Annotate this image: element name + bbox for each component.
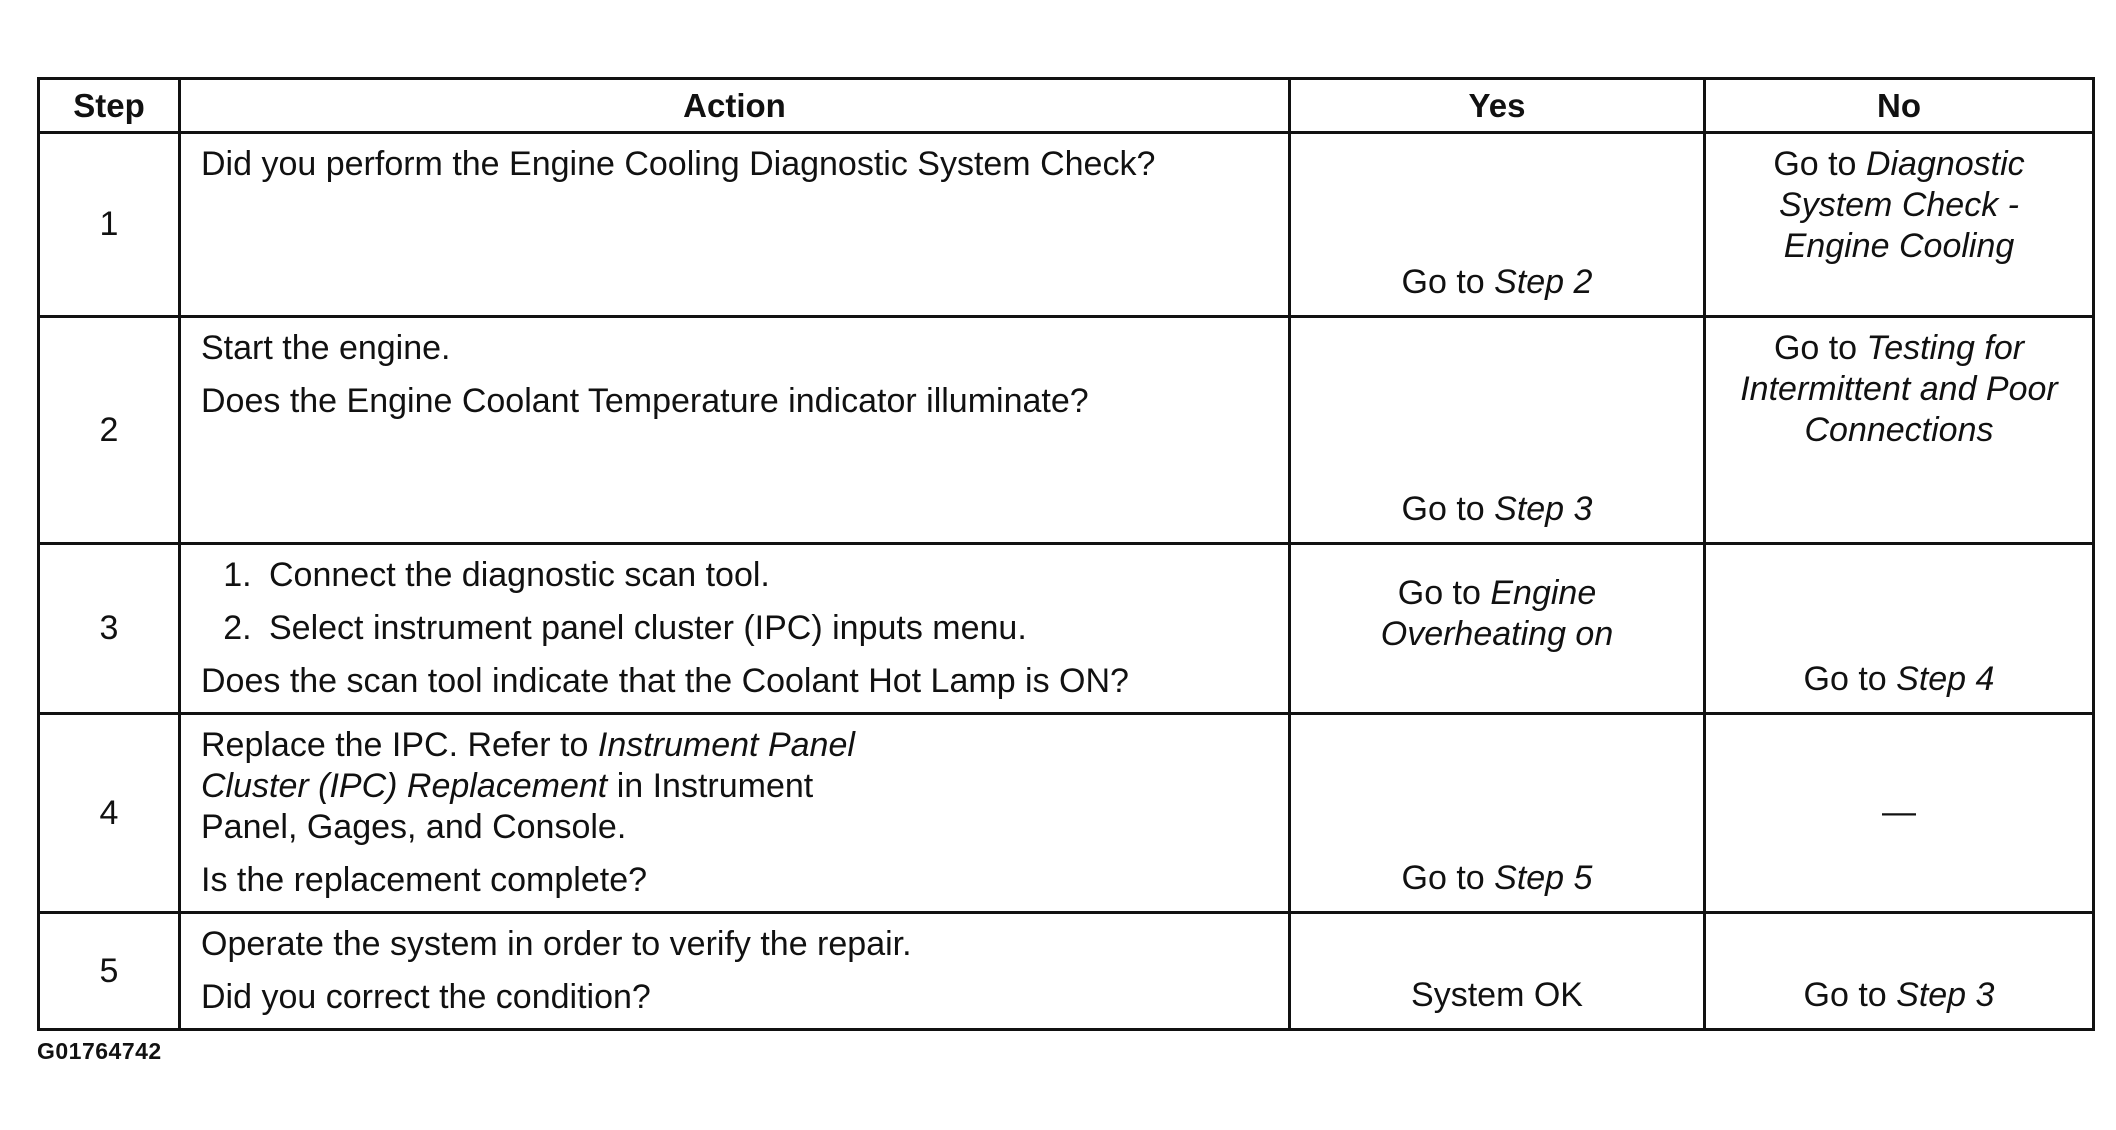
no-cell <box>1705 317 2094 544</box>
table-header-row <box>39 79 2094 133</box>
yes-cell <box>1290 714 1705 913</box>
no-prefix: Go to <box>1773 145 1866 183</box>
step-number: 1 <box>39 133 180 317</box>
action-text: Operate the system in order to verify the repair. <box>201 925 912 963</box>
action-question: Is the replacement complete? <box>201 861 648 899</box>
list-item: 1. Connect the diagnostic scan tool. <box>261 555 1268 596</box>
yes-prefix: Go to <box>1401 263 1495 301</box>
step-number: 2 <box>39 317 180 544</box>
action-list <box>201 555 1268 649</box>
action-link[interactable]: Instrument Panel Cluster (IPC) Replacement <box>201 726 855 805</box>
no-link[interactable]: Step 4 <box>1896 660 1995 698</box>
no-cell <box>1705 133 2094 317</box>
yes-cell <box>1290 317 1705 544</box>
no-cell: — <box>1705 714 2094 913</box>
yes-prefix: Go to <box>1397 574 1491 612</box>
action-cell <box>180 133 1290 317</box>
table-row <box>39 714 2094 913</box>
no-link[interactable]: Step 3 <box>1896 976 1995 1014</box>
action-text: Did you perform the Engine Cooling Diagnostic System Check? <box>201 145 1156 183</box>
yes-cell <box>1290 913 1705 1030</box>
diagnostic-table <box>37 77 2095 1031</box>
yes-text: System OK <box>1411 976 1583 1014</box>
yes-link[interactable]: Step 5 <box>1494 859 1593 897</box>
no-cell <box>1705 913 2094 1030</box>
yes-prefix: Go to <box>1401 490 1495 528</box>
header-yes: Yes <box>1290 79 1705 133</box>
action-text: Start the engine. <box>201 329 451 367</box>
step-number: 5 <box>39 913 180 1030</box>
no-prefix: Go to <box>1773 329 1867 367</box>
action-cell <box>180 317 1290 544</box>
step-number: 4 <box>39 714 180 913</box>
no-link[interactable]: Diagnostic System Check - Engine Cooling <box>1779 145 2025 265</box>
yes-cell <box>1290 544 1705 714</box>
header-no: No <box>1705 79 2094 133</box>
action-suffix: in Instrument Panel, Gages, and Console. <box>201 767 814 846</box>
action-cell <box>180 714 1290 913</box>
action-cell <box>180 913 1290 1030</box>
table-row <box>39 133 2094 317</box>
list-item: 2. Select instrument panel cluster (IPC) inputs menu. <box>261 608 1268 649</box>
step-number: 3 <box>39 544 180 714</box>
header-step: Step <box>39 79 180 133</box>
yes-cell <box>1290 133 1705 317</box>
action-question: Did you correct the condition? <box>201 978 651 1016</box>
no-prefix: Go to <box>1803 976 1897 1014</box>
action-question: Does the scan tool indicate that the Coolant Hot Lamp is ON? <box>201 662 1129 700</box>
yes-link[interactable]: Engine Overheating on <box>1380 574 1614 653</box>
action-cell <box>180 544 1290 714</box>
no-prefix: Go to <box>1803 660 1897 698</box>
table-row <box>39 317 2094 544</box>
table-row <box>39 544 2094 714</box>
action-text <box>201 725 1268 848</box>
no-cell <box>1705 544 2094 714</box>
yes-link[interactable]: Step 2 <box>1494 263 1593 301</box>
action-question: Does the Engine Coolant Temperature indicator illuminate? <box>201 382 1089 420</box>
no-link[interactable]: Testing for Intermittent and Poor Connections <box>1740 329 2058 449</box>
action-prefix: Replace the IPC. Refer to <box>201 726 598 764</box>
table-row <box>39 913 2094 1030</box>
header-action: Action <box>180 79 1290 133</box>
yes-link[interactable]: Step 3 <box>1494 490 1593 528</box>
figure-id: G01764742 <box>37 1038 162 1064</box>
yes-prefix: Go to <box>1401 859 1495 897</box>
